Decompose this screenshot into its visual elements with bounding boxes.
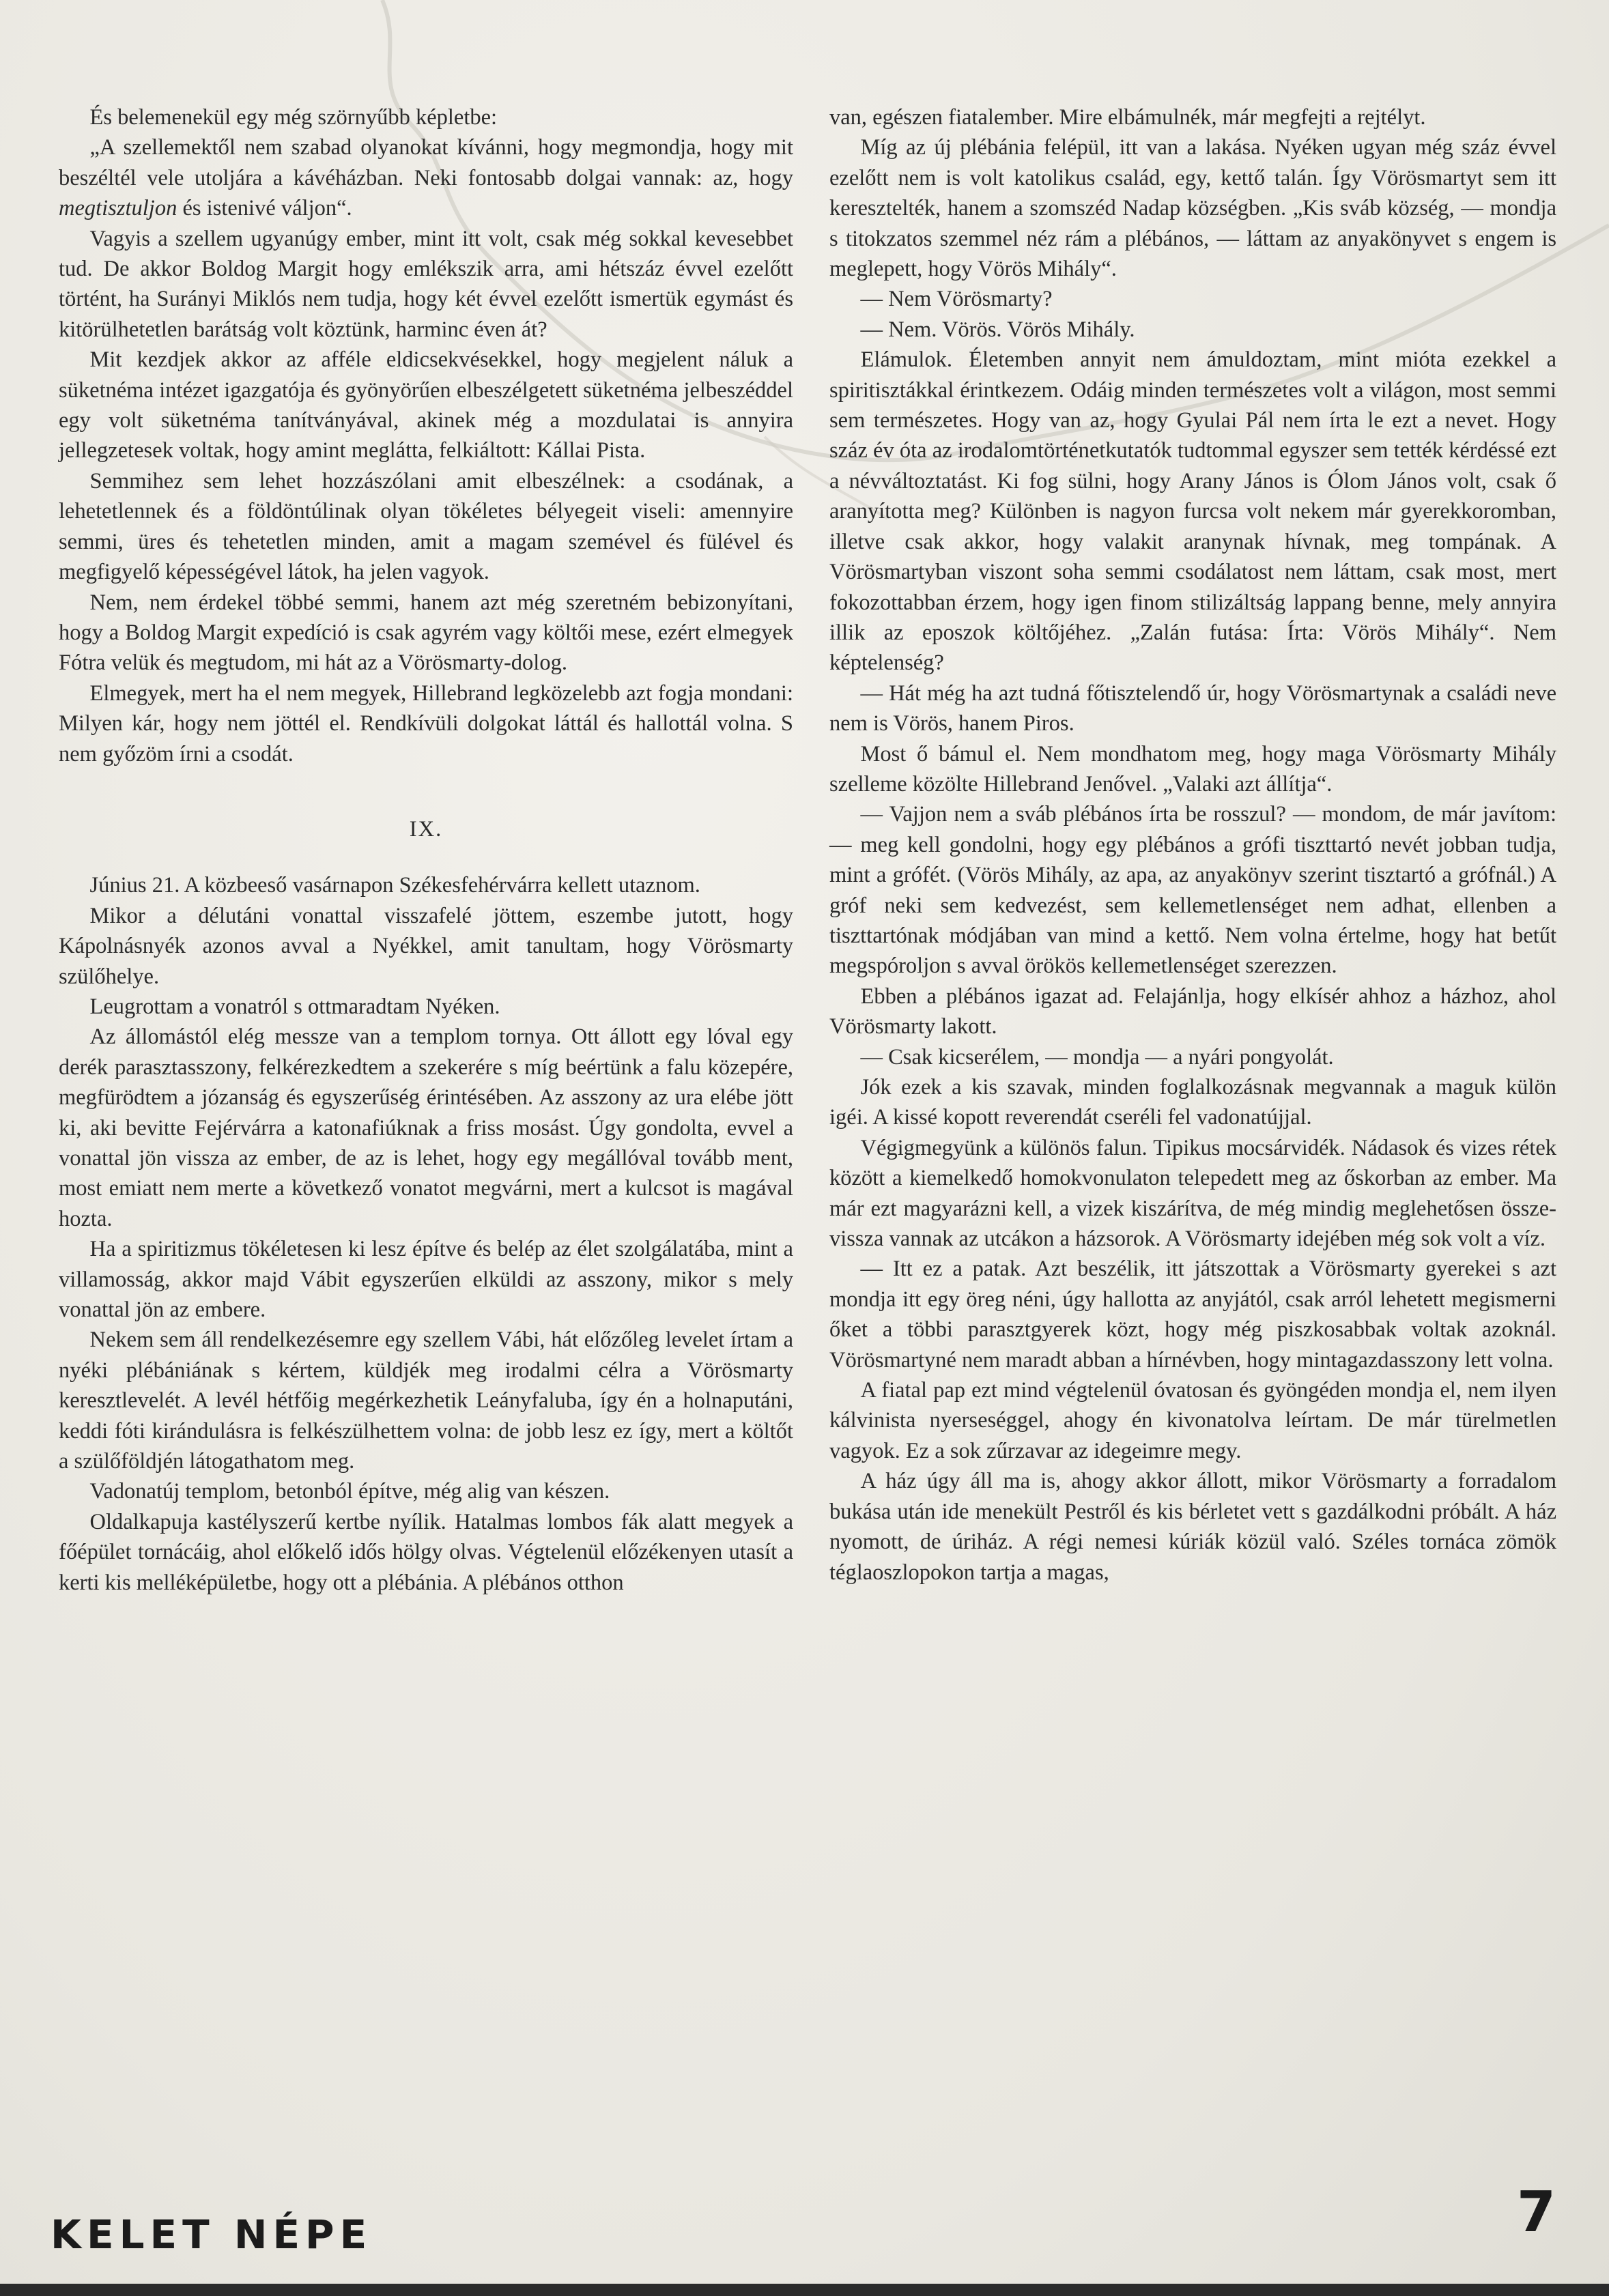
chapter-heading: IX. <box>409 816 443 842</box>
paragraph: — Csak kicserélem, — mondja — a nyári pongyolát. <box>860 1044 1334 1070</box>
paragraph: Mit kezdjek akkor az afféle eldicsekvésekkel, hogy megjelent náluk a süketnéma intézet igazgatója és gyönyörűen elbeszélgetett süketnéma jelbeszéddel egy volt süketnéma tanítványával, akinek még a mozdulatai is annyira jellegzetesek voltak, hogy amint meglátta, felkiáltott: Kállai Pista. <box>59 347 793 463</box>
paragraph: Jók ezek a kis szavak, minden foglalkozásnak megvannak a maguk külön igéi. A kissé kopott reverendát cseréli fel vadonatújjal. <box>829 1075 1556 1130</box>
emphasized-word: megtisztuljon <box>59 196 177 221</box>
paragraph: Ebben a plébános igazat ad. Felajánlja, hogy elkísér ahhoz a házhoz, ahol Vörösmarty lakott. <box>829 984 1556 1039</box>
paragraph: Ha a spiritizmus tökéletesen ki lesz építve és belép az élet szolgálatába, mint a villamosság, akkor majd Vábit egyszerűen elküldi az asszony, mikor s mely vonattal jön az embere. <box>59 1237 793 1323</box>
paragraph <box>59 132 793 223</box>
paragraph: Vadonatúj templom, betonból építve, még alig van készen. <box>89 1479 610 1504</box>
paragraph: Elámulok. Életemben annyit nem ámuldoztam, mint mióta ezekkel a spiritisztákkal érintkezem. Odáig minden természetes volt a világon, most semmi sem természetes. Hogy van az, hogy Gyulai Pál nem írta le ezt a nevet. Hogy száz év óta az irodalomtörténetkutatók tudtommal egyszer sem tették kérdéssé ezt a névváltoztatást. Ki fog sülni, hogy Arany János is Ólom János volt, csak ő aranyította meg? Különben is nagyon furcsa volt nekem már gyerekkoromban, illetve csak akkor, hogy valakit aranynak hívnak, meg tompának. A Vörösmartyban viszont soha semmi csodálatost nem láttam, csak most, mert fokozottabban érzem, hogy igen finom stilizáltság lappang benne, mely annyira illik az eposzok költőjéhez. „Zalán futása: Írta: Vörös Mihály“. Nem képtelenség? <box>829 347 1556 676</box>
paragraph: Június 21. A közbeeső vasárnapon Székesfehérvárra kellett utaznom. <box>89 873 700 898</box>
paragraph: — Nem Vörösmarty? <box>860 287 1053 312</box>
paragraph: Elmegyek, mert ha el nem megyek, Hillebrand legközelebb azt fogja mondani: Milyen kár, hogy nem jöttél el. Rendkívüli dolgokat láttál és hallottál volna. S nem győzöm írni a csodát. <box>59 680 793 766</box>
paragraph: — Nem. Vörös. Vörös Mihály. <box>860 317 1135 342</box>
paragraph: van, egészen fiatalember. Mire elbámulnék, már megfejti a rejtélyt. <box>829 105 1426 130</box>
page-number: 7 <box>1517 2180 1556 2245</box>
magazine-title: KELET NÉPE <box>51 2211 373 2258</box>
paragraph: Míg az új plébánia felépül, itt van a lakása. Nyéken ugyan még száz évvel ezelőtt nem is volt katolikus család, egy, kettő talán. Így Vörösmartyt sem itt keresztelték, hanem a szomszéd Nadap községben. „Kis sváb község, — mondja s titokzatos szemmel néz rám a plébános, — láttam az anyakönyvet s engem is meglepett, hogy Vörös Mihály“. <box>829 135 1556 282</box>
paragraph: Vagyis a szellem ugyanúgy ember, mint itt volt, csak még sokkal kevesebbet tud. De akkor Boldog Margit hogy emlékszik arra, ami hétszáz évvel ezelőtt történt, ha Surányi Miklós nem tudja, hogy két évvel ezelőtt ismertük egymást és kitörülhetetlen barátság volt köztünk, harminc éven át? <box>59 226 793 342</box>
paragraph: Nekem sem áll rendelkezésemre egy szellem Vábi, hát előzőleg levelet írtam a nyéki plébániának s kértem, küldjék meg irodalmi célra a Vörösmarty keresztlevelét. A levél hétfőig megérkezhetik Leányfaluba, így én a holnaputáni, keddi fóti kirándulásra is felkészülhettem volna: de jobb lesz ez így, mert a költőt a szülőföldjén látogathatom meg. <box>59 1328 793 1474</box>
paragraph: A ház úgy áll ma is, ahogy akkor állott, mikor Vörösmarty a forradalom bukása után ide menekült Pestről és kis bérletet vett s gazdálkodni próbált. A ház nyomott, de úriház. A régi nemesi kúriák közül való. Széles tornáca zömök téglaoszlopokon tartja a magas, <box>829 1469 1556 1585</box>
right-text-column <box>829 102 1556 1588</box>
paragraph: Nem, nem érdekel többé semmi, hanem azt még szeretném bebizonyítani, hogy a Boldog Margit expedíció is csak agyrém vagy költői mese, ezért elmegyek Fótra velük és megtudom, mi hát az a Vörösmarty-dolog. <box>59 590 793 676</box>
paragraph: Az állomástól elég messze van a templom tornya. Ott állott egy lóval egy derék parasztasszony, felkérezkedtem a szekerére s míg beértünk a falu közepére, megfürödtem a józanság és egyszerűség érintésében. Az asszony az ura elébe jött ki, aki bevitte Fejérvárra a katonafiúknak a friss mosást. Úgy gondolta, evvel a vonattal jön vissza az ember, de az is lehet, hogy egy megállóval tovább ment, most emiatt nem merte a következő vonatot megvárni, mert a kulcsot is magával hozta. <box>59 1024 793 1231</box>
paragraph: Mikor a délutáni vonattal visszafelé jöttem, eszembe jutott, hogy Kápolnásnyék azonos avval a Nyékkel, amit tanultam, hogy Vörösmarty szülőhelye. <box>59 903 793 989</box>
paragraph: Oldalkapuja kastélyszerű kertbe nyílik. Hatalmas lombos fák alatt megyek a főépület tornácáig, ahol előkelő idős hölgy olvas. Végtelenül előzékenyen utasít a kerti kis melléképületbe, hogy ott a plébánia. A plébános otthon <box>59 1509 793 1595</box>
bottom-border <box>0 2284 1609 2296</box>
left-text-column <box>59 102 793 1598</box>
paragraph: — Vajjon nem a sváb plébános írta be rosszul? — mondom, de már javítom: — meg kell gondolni, hogy egy plébános a grófi tiszttartó nevét jobban tudja, mint a grófét. (Vörös Mihály, az apa, az anyakönyv szerint tisztartó a grófnál.) A gróf neki sem kedvezést, sem kellemetlenséget nem adhat, ellenben a tiszttartónak módjában van mind a kettő. Nem volna értelme, hogy hat betűt megspóroljon s avval örökös kellemetlenséget szerezzen. <box>829 802 1556 979</box>
paragraph: Most ő bámul el. Nem mondhatom meg, hogy maga Vörösmarty Mihály szelleme közölte Hillebrand Jenővel. „Valaki azt állítja“. <box>829 741 1556 797</box>
paragraph-part: „A szellemektől nem szabad olyanokat kívánni, hogy megmondja, hogy mit beszéltél vele utoljára a kávéházban. Neki fontosabb dolgai vannak: az, hogy <box>59 135 793 190</box>
paragraph: Leugrottam a vonatról s ottmaradtam Nyéken. <box>89 994 500 1019</box>
paragraph: A fiatal pap ezt mind végtelenül óvatosan és gyöngéden mondja el, nem ilyen kálvinista nyerseséggel, ahogy én kivonatolva leírtam. De már türelmetlen vagyok. Ez a sok zűrzavar az idegeimre megy. <box>829 1378 1556 1463</box>
paragraph: — Itt ez a patak. Azt beszélik, itt játszottak a Vörösmarty gyerekei s azt mondja itt egy öreg néni, úgy hallotta az anyjától, csak arról lehetett megismerni őket a többi parasztgyerek közt, hogy még piszkosabbak voltak azoknál. Vörösmartyné nem maradt abban a hírnévben, hogy mintagazdasszony lett volna. <box>829 1257 1556 1373</box>
paragraph: — Hát még ha azt tudná főtisztelendő úr, hogy Vörösmartynak a családi neve nem is Vörös, hanem Piros. <box>829 680 1556 736</box>
paragraph-part: és istenivé váljon“. <box>177 196 352 221</box>
paragraph: Végigmegyünk a különös falun. Tipikus mocsárvidék. Nádasok és vizes rétek között a kiemelkedő homokvonulaton telepedett meg az őskorban az ember. Ma már ezt magyarázni kell, a vizek kiszárítva, de még mindig meglehetősen össze-vissza vannak az utcákon a házsorok. A Vörösmarty idejében még sok volt a víz. <box>829 1135 1556 1252</box>
paragraph: Semmihez sem lehet hozzászólani amit elbeszélnek: a csodának, a lehetetlennek és a földöntúlinak olyan tökéletes bélyegeit viseli: amennyire semmi, üres és tehetetlen minden, amit a magam szemével és fülével és megfigyelő képességével látok, ha jelen vagyok. <box>59 468 793 585</box>
paragraph: És belemenekül egy még szörnyűbb képletbe: <box>89 105 498 130</box>
